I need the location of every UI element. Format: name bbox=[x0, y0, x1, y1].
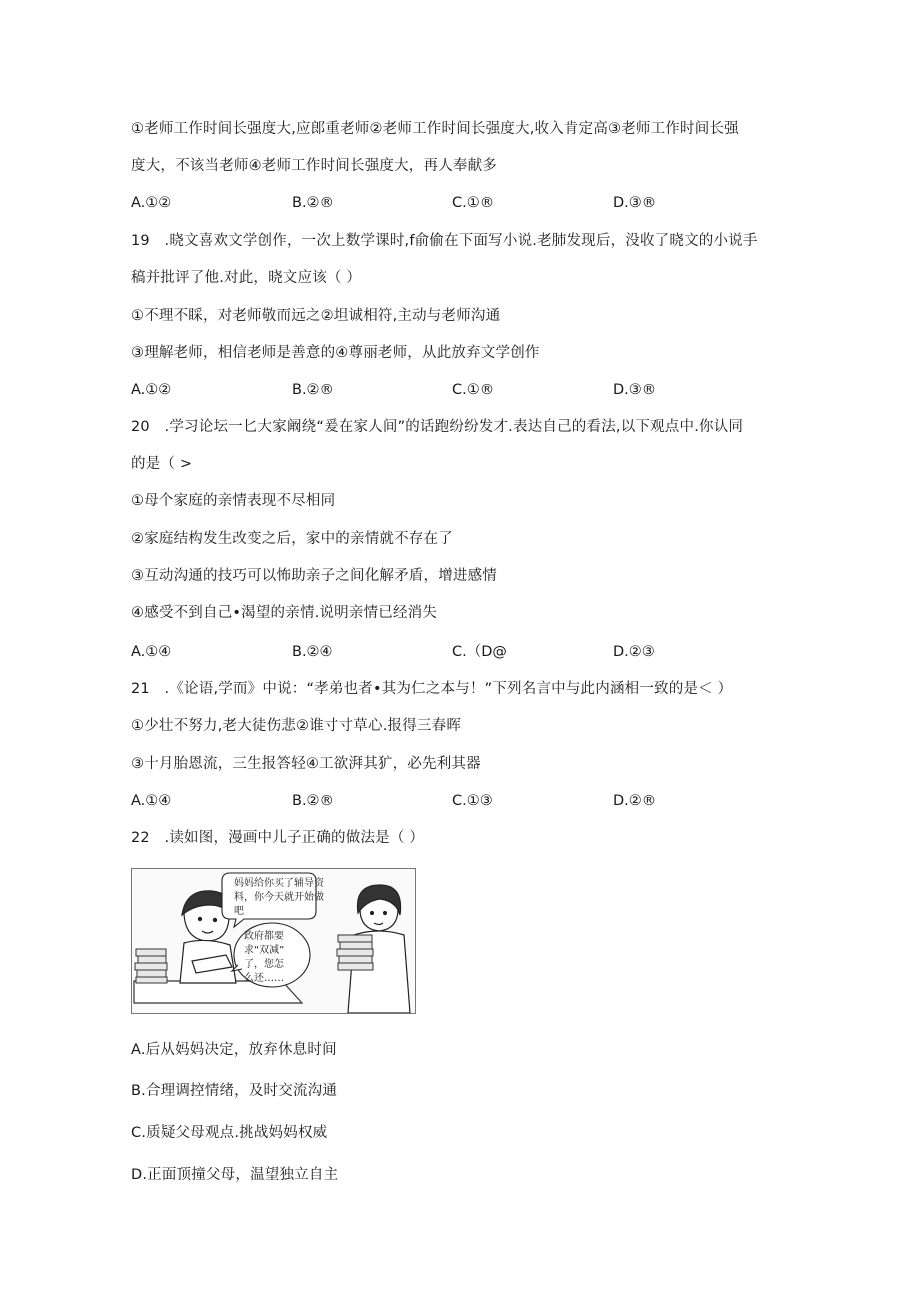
q20-stem-line-2: 的是（ > bbox=[131, 456, 193, 472]
q18-statement-line-2: 度大，不该当老师④老师工作时间长强度大，再人奉献多 bbox=[131, 158, 497, 174]
q19-option-a[interactable]: A.①② bbox=[131, 382, 172, 398]
q21-options bbox=[131, 791, 771, 811]
son-speech-bubble bbox=[232, 923, 310, 987]
q19-stem-line-2: 稿并批评了他.对此，晓文应该（ ） bbox=[131, 270, 362, 286]
q20-statement-4: ④感受不到自己•渴望的亲情.说明亲情已经消失 bbox=[131, 605, 438, 621]
q18-option-c[interactable]: C.①® bbox=[452, 195, 495, 211]
q19-option-c[interactable]: C.①® bbox=[452, 382, 495, 398]
q21-statement-1: ①少壮不努力,老大徒伤悲②谁寸寸草心.报得三春晖 bbox=[131, 718, 462, 734]
q21-option-d[interactable]: D.②® bbox=[613, 793, 657, 809]
q21-option-b[interactable]: B.②® bbox=[292, 793, 335, 809]
q19-option-b[interactable]: B.②® bbox=[292, 382, 335, 398]
q21-option-a[interactable]: A.①④ bbox=[131, 793, 172, 809]
q20-option-a[interactable]: A.①④ bbox=[131, 644, 172, 660]
book-stack-mom bbox=[337, 935, 373, 970]
q22-option-c[interactable]: C.质疑父母观点.挑战妈妈权威 bbox=[131, 1125, 328, 1141]
q22-option-d[interactable]: D.正面顶撞父母，温望独立自主 bbox=[131, 1167, 339, 1183]
q20-option-c[interactable]: C.（D@ bbox=[452, 644, 507, 660]
son-bubble-line-3: 了，您怎 bbox=[244, 959, 284, 970]
q20-option-b[interactable]: B.②④ bbox=[292, 644, 333, 660]
q19-stem-line-1: 19 .晓文喜欢文学创作，一次上数学课时,f俞偷在下面写小说.老肺发现后，没收了晓文的小说手 bbox=[131, 233, 758, 249]
q18-option-b[interactable]: B.②® bbox=[292, 195, 335, 211]
q20-statement-2: ②家庭结构发生改变之后，家中的亲情就不存在了 bbox=[131, 531, 453, 547]
q19-statement-2: ③理解老师，相信老师是善意的④尊丽老师，从此放弃文学创作 bbox=[131, 345, 540, 361]
son-bubble-line-4: 么还…… bbox=[244, 973, 284, 984]
q22-option-b[interactable]: B.合理调控情绪，及时交流沟通 bbox=[131, 1083, 338, 1099]
son-bubble-line-1: 政府都要 bbox=[244, 931, 284, 942]
q20-stem-line-1: 20 .学习论坛一匕大家阚绕“爰在家人间”的话跑纷纷发才.表达自己的看法,以下观点中.你认同 bbox=[131, 419, 744, 435]
q18-options bbox=[131, 193, 771, 213]
mom-bubble-line-1: 妈妈给你买了辅导资 bbox=[234, 878, 324, 889]
q19-options bbox=[131, 380, 771, 400]
q22-cartoon-image bbox=[131, 868, 416, 1014]
mom-bubble-line-2: 料，你今天就开始做 bbox=[234, 892, 324, 903]
q21-stem-line-1: 21 .《论语,学而》中说：“孝弟也者•其为仁之本与！”下列名言中与此内涵相一致的是＜ ） bbox=[131, 681, 733, 697]
q20-options bbox=[131, 642, 771, 662]
q20-statement-1: ①母个家庭的亲情表现不尽相同 bbox=[131, 493, 336, 509]
q18-option-a[interactable]: A.①② bbox=[131, 195, 172, 211]
mom-speech-bubble bbox=[222, 873, 325, 927]
son-bubble-line-2: 求“双减” bbox=[244, 945, 285, 956]
q18-statement-line-1: ①老师工作时间长强度大,应郎重老师②老师工作时间长强度大,收入肯定高③老师工作时间长强 bbox=[131, 121, 739, 137]
q19-statement-1: ①不理不睬，对老师敬而远之②坦诚相符,主动与老师沟通 bbox=[131, 308, 501, 324]
q22-stem-line-1: 22 .读如图，漫画中儿子正确的做法是（ ） bbox=[131, 830, 425, 846]
q21-option-c[interactable]: C.①③ bbox=[452, 793, 493, 809]
q22-option-a[interactable]: A.后从妈妈决定，放弃休息时间 bbox=[131, 1042, 337, 1058]
mom-bubble-line-3: 吧 bbox=[234, 906, 244, 917]
book-stack-left bbox=[135, 949, 167, 983]
q20-statement-3: ③互动沟通的技巧可以怖助亲子之间化解矛盾，增进感情 bbox=[131, 568, 497, 584]
q19-option-d[interactable]: D.③® bbox=[613, 382, 657, 398]
q20-option-d[interactable]: D.②③ bbox=[613, 644, 655, 660]
q21-statement-2: ③十月胎恩流，三生报答轻④工欲湃其犷，必先利其器 bbox=[131, 756, 481, 772]
q18-option-d[interactable]: D.③® bbox=[613, 195, 657, 211]
